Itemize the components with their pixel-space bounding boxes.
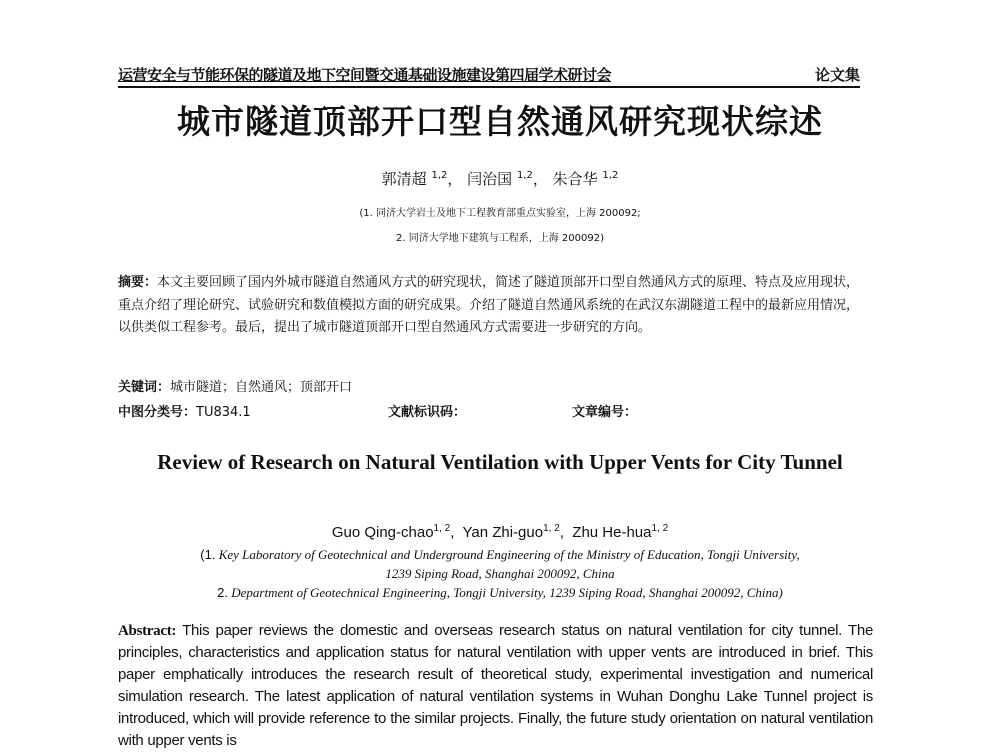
chinese-abstract-label: 摘要： <box>118 275 158 290</box>
article-number-label: 文章编号： <box>572 405 638 420</box>
author-name: Guo Qing-chao <box>331 524 434 541</box>
chinese-affiliation-2: 2. 同济大学地下建筑与工程系，上海 200092) <box>396 233 604 244</box>
author-affiliation-sup: 1,2 <box>431 170 448 181</box>
clc-value: TU834.1 <box>196 405 251 420</box>
classification-line <box>118 401 251 420</box>
chinese-authors: 郭清超 $^{1,2}$， 闫治国 $^{1,2}$， 朱合华 $^{1,2}$ <box>381 170 619 188</box>
author-affiliation-sup: 1, 2 <box>651 523 669 534</box>
english-abstract-text: This paper reviews the domestic and overseas research status on natural ventilation for city tunnel. The principles, characteristics and application status for natural ventilation with upper vents are introduced in brief. This paper emphatically introduces the research result of theoretical study, experimental investigation and numerical simulation research. The latest application of natural ventilation systems in Wuhan Donghu Lake Tunnel project is introduced, which will provide reference to the similar projects. Finally, the future study orientation on natural ventilation with upper vents is <box>118 622 873 749</box>
conference-name: 运营安全与节能环保的隧道及地下空间暨交通基础设施建设第四届学术研讨会 <box>118 66 612 84</box>
author-name: 朱合华 <box>552 170 598 188</box>
author-affiliation-sup: 1, 2 <box>543 523 560 534</box>
affiliation-number: (1. <box>200 547 216 562</box>
clc-label: 中图分类号： <box>118 405 197 420</box>
affiliation-text: Department of Geotechnical Engineering, Tongji University, 1239 Siping Road, Shanghai 200092, China) <box>231 585 783 600</box>
chinese-title: 城市隧道顶部开口型自然通风研究现状综述 <box>177 102 823 141</box>
author-name: 闫治国 <box>467 170 513 188</box>
chinese-keywords <box>118 376 352 395</box>
english-abstract <box>118 620 873 752</box>
keywords-label: 关键词： <box>118 380 171 395</box>
author-name: 郭清超 <box>381 170 427 188</box>
author-affiliation-sup: 1,2 <box>516 170 533 181</box>
author-name: Zhu He-hua <box>572 524 652 541</box>
author-name: Yan Zhi-guo <box>462 524 544 541</box>
english-authors: Guo Qing-chao$^{1, 2}$, Yan Zhi-guo$^{1, 2}$, Zhu He-hua$^{1, 2}$ <box>331 523 669 541</box>
chinese-abstract <box>118 272 868 340</box>
running-header <box>118 64 860 88</box>
affiliation-text: Key Laboratory of Geotechnical and Underground Engineering of the Ministry of Education, Tongji University, <box>218 547 800 562</box>
document-code-label: 文献标识码： <box>388 405 467 420</box>
chinese-abstract-text: 本文主要回顾了国内外城市隧道自然通风方式的研究现状，简述了隧道顶部开口型自然通风方式的原理、特点及应用现状，重点介绍了理论研究、试验研究和数值模拟方面的研究成果。介绍了隧道自然通风系统的在武汉东湖隧道工程中的最新应用情况，以供类似工程参考。最后，提出了城市隧道顶部开口型自然通风方式需要进一步研究的方向。 <box>118 275 860 335</box>
author-affiliation-sup: 1,2 <box>602 170 619 181</box>
chinese-affiliation-1: (1. 同济大学岩土及地下工程教育部重点实验室，上海 200092; <box>359 208 641 219</box>
author-affiliation-sup: 1, 2 <box>433 523 451 534</box>
proceedings-label: 论文集 <box>814 66 860 84</box>
english-affiliation-1-line1 <box>0 547 1000 563</box>
affiliation-number: 2. <box>217 585 228 600</box>
keywords-value: 城市隧道；自然通风；顶部开口 <box>170 380 353 395</box>
english-affiliation-1-line2: 1239 Siping Road, Shanghai 200092, China <box>385 566 615 581</box>
english-affiliation-2 <box>0 585 1000 601</box>
english-title: Review of Research on Natural Ventilation with Upper Vents for City Tunnel <box>157 450 843 474</box>
english-abstract-label: Abstract: <box>118 623 177 639</box>
